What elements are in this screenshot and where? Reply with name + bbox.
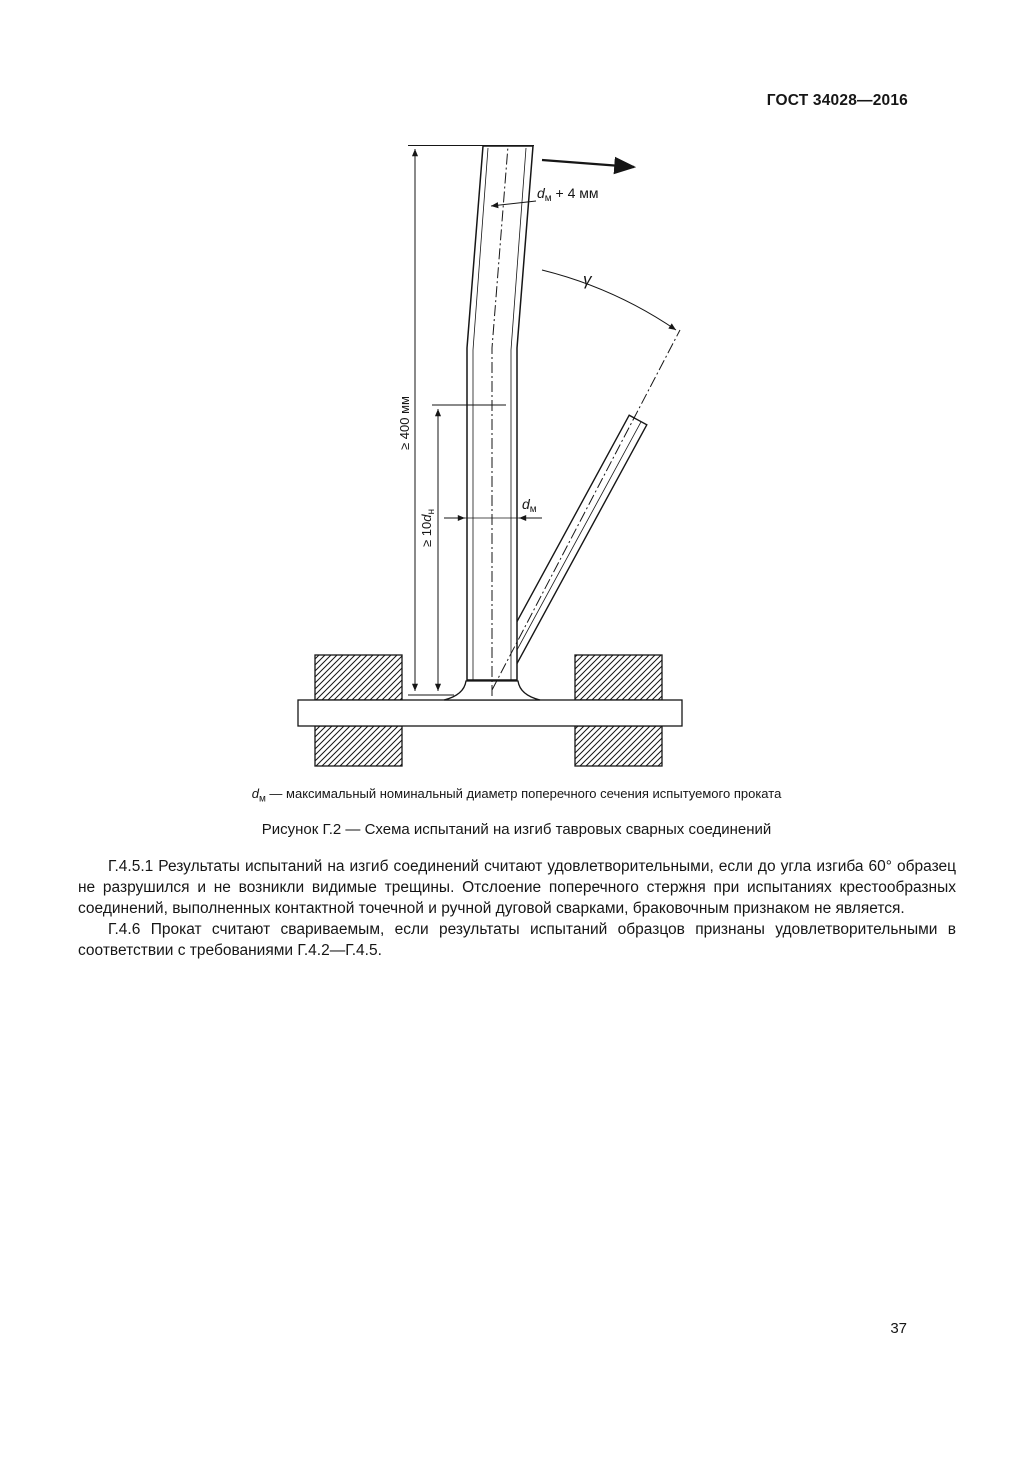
- rod-body: [467, 146, 533, 680]
- load-arrow: [542, 160, 634, 167]
- label-dm: $d_м$: [522, 496, 537, 515]
- document-header: ГОСТ 34028—2016: [766, 92, 908, 109]
- clamp-block-upper-right: [575, 655, 662, 700]
- term-definition: — максимальный номинальный диаметр поперечного сечения испытуемого проката: [265, 786, 782, 801]
- figure-g2-diagram: [290, 138, 710, 778]
- figure-title: Рисунок Г.2 — Схема испытаний на изгиб тавровых сварных соединений: [261, 821, 772, 838]
- figure-term-caption: [0, 786, 1033, 805]
- body-text-block: [78, 856, 956, 961]
- clamp-block-upper-left: [315, 655, 402, 700]
- label-dm-plus-4: $d_м + 4$ мм: [537, 185, 599, 204]
- paragraph-g451: Г.4.5.1 Результаты испытаний на изгиб соединений считают удовлетворительными, если до угла изгиба 60° образец не разрушился и не возникли видимые трещины. Отслоение поперечного стержня при испытаниях крестообразных соединений, выполненных контактной точечной и ручной дуговой сварками, браковочным признаком не является.: [78, 858, 956, 917]
- paragraph-g46: Г.4.6 Прокат считают свариваемым, если результаты испытаний образцов признаны удовлетворительными в соответствии с требованиями Г.4.2—Г.4.5.: [78, 921, 956, 959]
- clamp-block-lower-left: [315, 726, 402, 766]
- term-symbol-sub: м: [258, 793, 266, 805]
- transverse-bar: [298, 700, 682, 726]
- label-height-400: ≥ 400 мм: [397, 396, 412, 450]
- test-rod: [467, 146, 533, 680]
- label-length-10d: ≥ $10d_н$: [419, 509, 437, 547]
- angle-arc: [542, 270, 676, 330]
- clamp-block-lower-right: [575, 726, 662, 766]
- page-number: 37: [890, 1320, 907, 1337]
- term-symbol: d: [251, 786, 259, 801]
- lever-inner-line: [498, 422, 641, 685]
- label-gamma: γ: [583, 270, 592, 289]
